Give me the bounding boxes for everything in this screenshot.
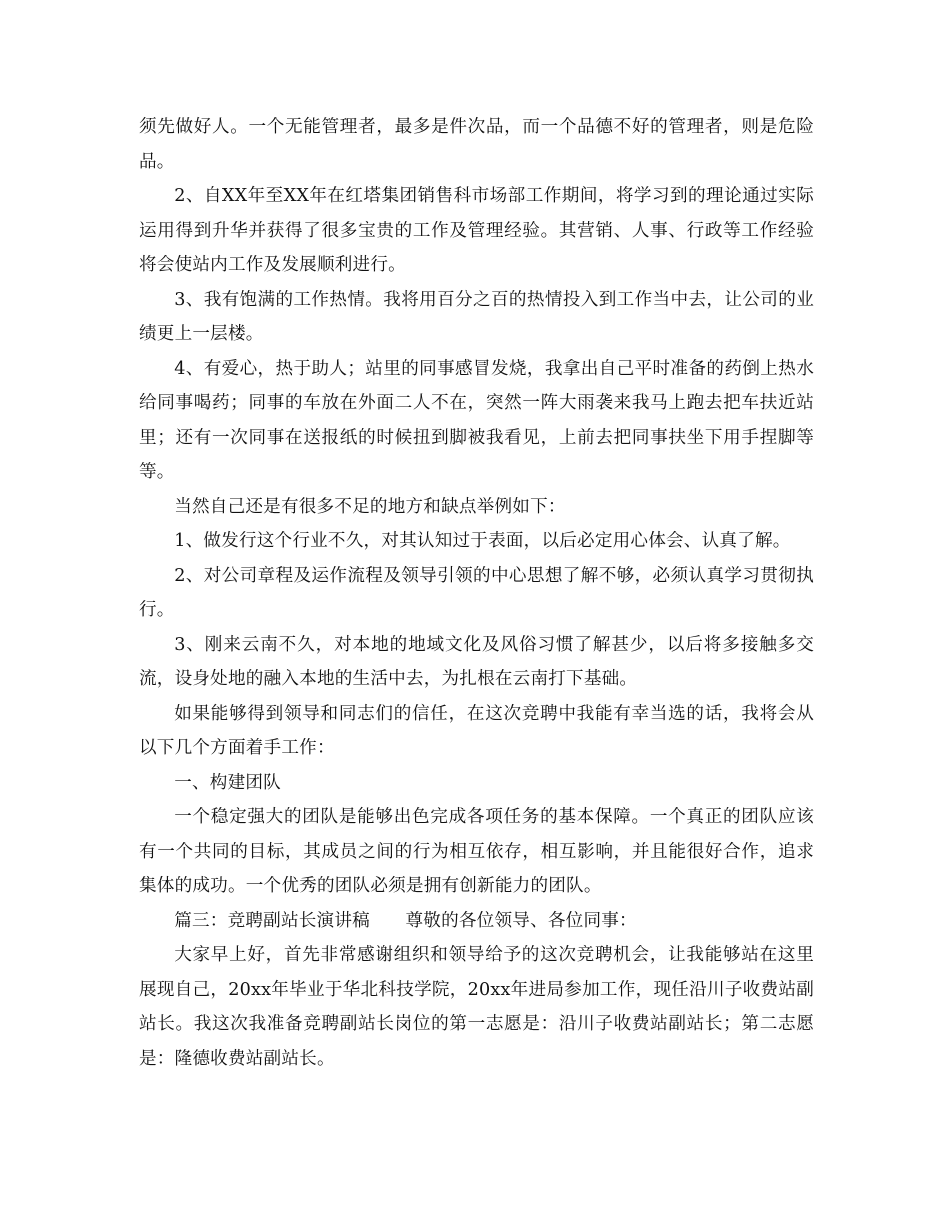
section-heading-build-team: 一、构建团队 xyxy=(174,772,281,793)
paragraph-greeting: 大家早上好，首先非常感谢组织和领导给予的这次竞聘机会，让我能够站在这里展现自己，20xx年毕业于华北科技学院，20xx年进局参加工作，现任沿川子收费站副站长。我这次我准备竞聘副站长岗位的第一志愿是：沿川子收费站副站长；第二志愿是：隆德收费站副站长。 xyxy=(139,945,814,1069)
paragraph-part-three-heading: 篇三：竞聘副站长演讲稿 尊敬的各位领导、各位同事： xyxy=(174,910,637,931)
document-body xyxy=(139,110,814,1076)
paragraph-shortcoming-3: 3、刚来云南不久，对本地的地域文化及风俗习惯了解甚少，以后将多接触多交流，设身处地的融入本地的生活中去，为扎根在云南打下基础。 xyxy=(139,634,814,689)
paragraph-plan-intro: 如果能够得到领导和同志们的信任，在这次竞聘中我能有幸当选的话，我将会从以下几个方面着手工作： xyxy=(139,703,814,758)
paragraph-shortcoming-1: 1、做发行这个行业不久，对其认知过于表面，以后必定用心体会、认真了解。 xyxy=(174,531,791,551)
paragraph-team: 一个稳定强大的团队是能够出色完成各项任务的基本保障。一个真正的团队应该有一个共同的目标，其成员之间的行为相互依存，相互影响，并且能很好合作，追求集体的成功。一个优秀的团队必须是拥有创新能力的团队。 xyxy=(139,807,814,896)
paragraph-shortcoming-2: 2、对公司章程及运作流程及领导引领的中心思想了解不够，必须认真学习贯彻执行。 xyxy=(139,565,814,620)
paragraph-strength-2: 2、自XX年至XX年在红塔集团销售科市场部工作期间，将学习到的理论通过实际运用得到升华并获得了很多宝贵的工作及管理经验。其营销、人事、行政等工作经验将会使站内工作及发展顺利进行。 xyxy=(139,186,814,275)
paragraph-strength-3: 3、我有饱满的工作热情。我将用百分之百的热情投入到工作当中去，让公司的业绩更上一层楼。 xyxy=(139,289,814,344)
paragraph-strength-4: 4、有爱心，热于助人；站里的同事感冒发烧，我拿出自己平时准备的药倒上热水给同事喝药；同事的车放在外面二人不在，突然一阵大雨袭来我马上跑去把车扶近站里；还有一次同事在送报纸的时候扭到脚被我看见，上前去把同事扶坐下用手捏脚等等。 xyxy=(139,358,814,482)
paragraph-continuation: 须先做好人。一个无能管理者，最多是件次品，而一个品德不好的管理者，则是危险品。 xyxy=(139,117,814,172)
paragraph-shortcomings-intro: 当然自己还是有很多不足的地方和缺点举例如下： xyxy=(174,496,566,517)
